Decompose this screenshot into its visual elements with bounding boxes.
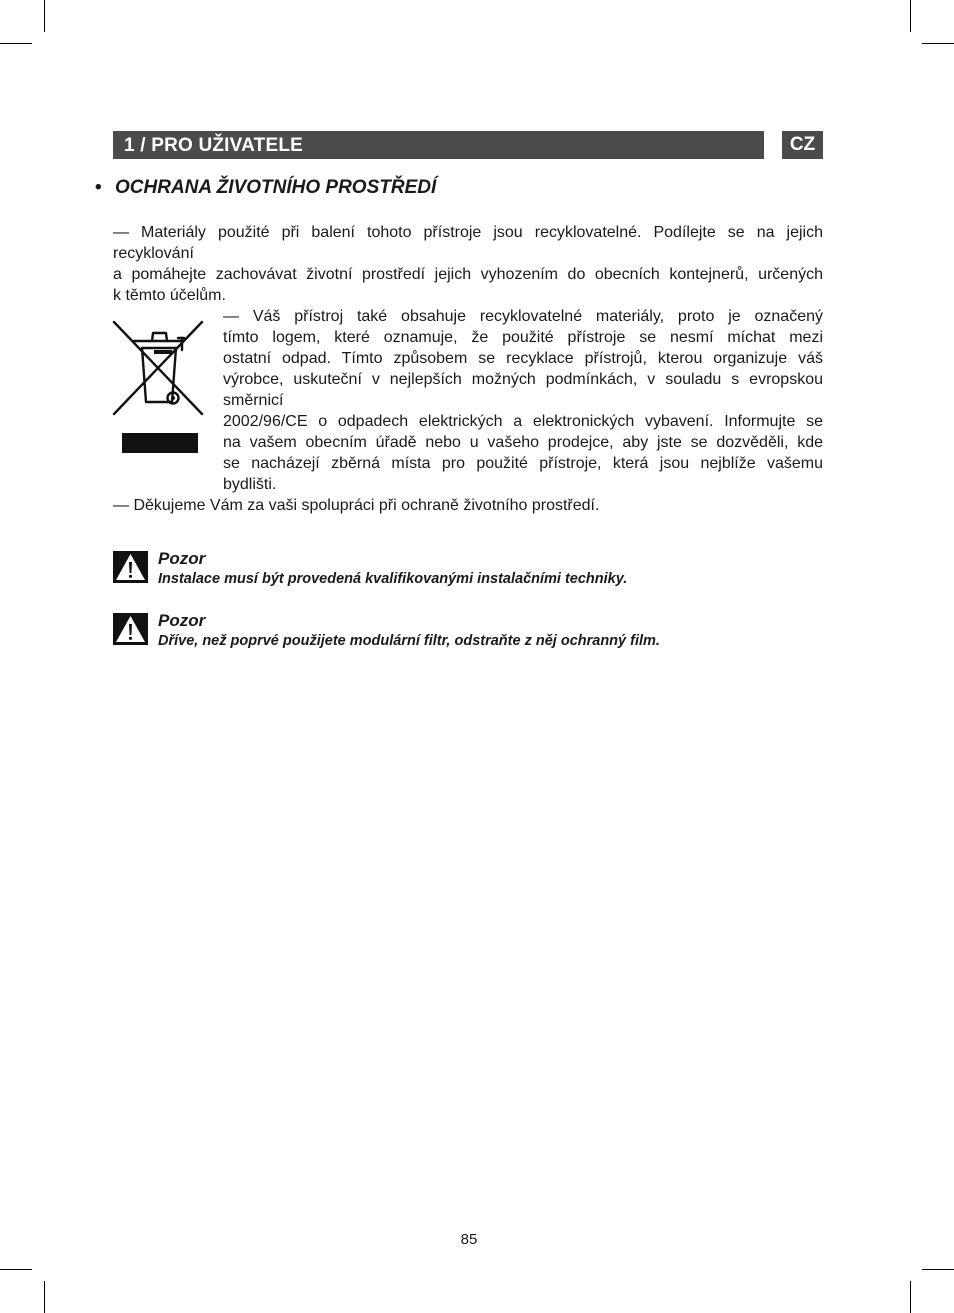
paragraph-line: — Děkujeme Vám za vaši spolupráci při ochraně životního prostředí. <box>113 497 600 514</box>
paragraph-line: směrnicí <box>223 392 284 409</box>
paragraph-line: ostatní odpad. Tímto způsobem se recyklace přístrojů, kterou organizuje váš <box>223 350 823 367</box>
language-badge-label: CZ <box>789 134 816 155</box>
title-bullet: • <box>95 177 102 198</box>
warning-title: Pozor <box>158 611 206 630</box>
packaging-recycling-paragraph <box>113 222 823 306</box>
section-header-label: 1 / PRO UŽIVATELE <box>124 135 303 156</box>
weee-black-bar <box>122 433 198 453</box>
paragraph-line: výrobce, uskuteční v nejlepších možných podmínkách, v souladu s evropskou <box>223 371 823 388</box>
paragraph-line: — Váš přístroj také obsahuje recyklovatelné materiály, proto je označený <box>223 308 823 325</box>
warning-text: Dříve, než poprvé použijete modulární filtr, odstraňte z něj ochranný film. <box>158 633 660 649</box>
paragraph-line: bydlišti. <box>223 476 277 493</box>
crop-mark <box>0 1269 32 1270</box>
crop-mark <box>922 1269 954 1270</box>
crop-mark <box>0 43 32 44</box>
paragraph-line: tímto logem, které oznamuje, že použité přístroje se nesmí míchat mezi <box>223 329 823 346</box>
crop-mark <box>910 0 911 32</box>
section-title <box>95 177 436 199</box>
crop-mark <box>922 43 954 44</box>
paragraph-line: 2002/96/CE o odpadech elektrických a elektronických vybavení. Informujte se <box>223 413 823 430</box>
paragraph-line: se nacházejí zběrná místa pro použité přístroje, která jsou nejblíže vašemu <box>223 455 823 472</box>
warning-triangle-icon <box>113 613 148 645</box>
paragraph-line: recyklování <box>113 245 194 262</box>
warning-triangle-icon <box>113 551 148 583</box>
page-number: 85 <box>460 1231 478 1248</box>
paragraph-line: a pomáhejte zachovávat životní prostředí jejich vyhozením do obecních kontejnerů, určených <box>113 266 823 283</box>
crop-mark <box>44 0 45 32</box>
warning-title: Pozor <box>158 549 206 568</box>
section-header <box>113 131 764 159</box>
warning-text: Instalace musí být provedená kvalifikovanými instalačními techniky. <box>158 571 628 587</box>
paragraph-line: — Materiály použité při balení tohoto přístroje jsou recyklovatelné. Podílejte se na jejich <box>113 224 823 241</box>
paragraph-line: k těmto účelům. <box>113 287 226 304</box>
language-badge <box>782 131 823 159</box>
section-title-text: OCHRANA ŽIVOTNÍHO PROSTŘEDÍ <box>115 177 437 198</box>
crop-mark <box>44 1281 45 1313</box>
thank-you-paragraph <box>113 495 823 516</box>
paragraph-line: na vašem obecním úřadě nebo u vašeho prodejce, aby jste se dozvěděli, kde <box>223 434 823 451</box>
crossed-out-wheelie-bin-icon <box>112 318 204 418</box>
weee-directive-paragraph <box>223 306 823 495</box>
crop-mark <box>910 1281 911 1313</box>
